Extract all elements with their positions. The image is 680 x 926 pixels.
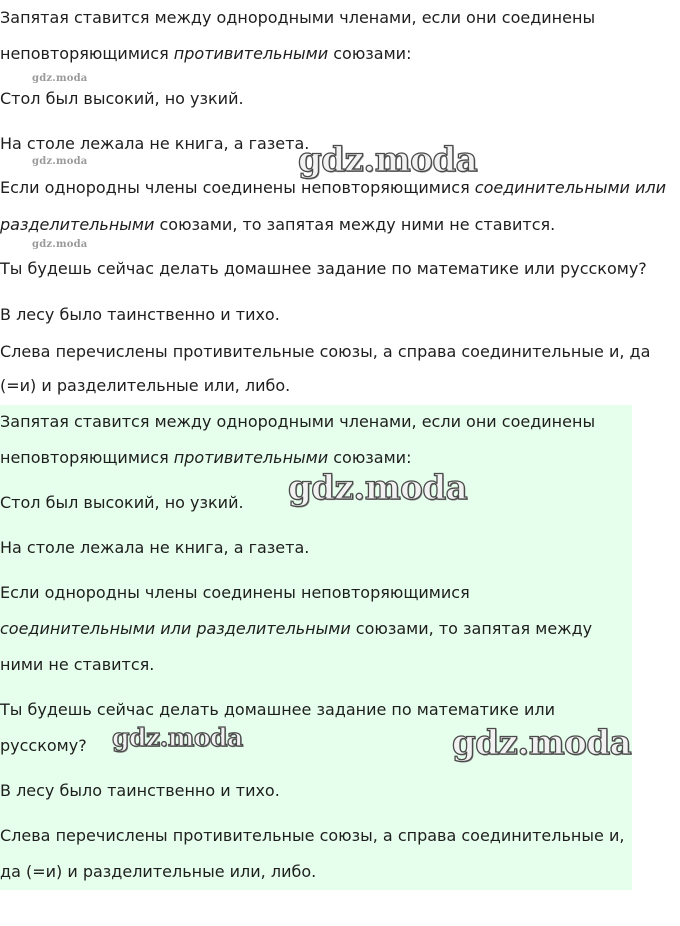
example-2: На столе лежала не книга, а газета. — [0, 538, 310, 557]
watermark-large: gdz.moda — [298, 140, 478, 180]
watermark-small: gdz.moda — [32, 156, 88, 167]
text: неповторяющимися — [0, 448, 174, 467]
watermark-large: gdz.moda — [452, 723, 632, 763]
watermark-large: gdz.moda — [288, 468, 468, 508]
note-line2: (=и) и разделительные или, либо. — [0, 376, 291, 395]
rule2-line1: Если однородны члены соединены неповторяющимися — [0, 583, 470, 602]
note-line2: да (=и) и разделительные или, либо. — [0, 862, 317, 881]
example-3-line2: русскому? — [0, 736, 87, 755]
watermark-small: gdz.moda — [32, 73, 88, 84]
text: союзами, то запятая между ними не ставится. — [154, 215, 556, 234]
emphasis: соединительными или — [474, 178, 667, 197]
example-3: Ты будешь сейчас делать домашнее задание по математике или русскому? — [0, 259, 647, 278]
example-2: На столе лежала не книга, а газета. — [0, 134, 310, 153]
text: союзами: — [328, 448, 412, 467]
emphasis: соединительными или разделительными — [0, 619, 351, 638]
emphasis: противительными — [173, 44, 329, 63]
example-1: Стол был высокий, но узкий. — [0, 89, 244, 108]
watermark-medium: gdz.moda — [112, 723, 243, 752]
rule2-line2 — [0, 207, 555, 243]
example-1: Стол был высокий, но узкий. — [0, 493, 244, 512]
example-4: В лесу было таинственно и тихо. — [0, 781, 280, 800]
watermark-small: gdz.moda — [32, 239, 88, 250]
rule2-line3: ними не ставится. — [0, 655, 155, 674]
rule1-line1: Запятая ставится между однородными членами, если они соединены — [0, 8, 596, 27]
emphasis: противительными — [173, 448, 329, 467]
note-line1: Слева перечислены противительные союзы, а справа соединительные и, — [0, 826, 625, 845]
emphasis: разделительными — [0, 215, 155, 234]
rule1-line1: Запятая ставится между однородными членами, если они соединены — [0, 412, 596, 431]
example-3-line1: Ты будешь сейчас делать домашнее задание по математике или — [0, 700, 555, 719]
rule2-line1 — [0, 170, 666, 206]
text: неповторяющимися — [0, 44, 174, 63]
example-4: В лесу было таинственно и тихо. — [0, 305, 280, 324]
text: Если однородны члены соединены неповторяющимися — [0, 178, 475, 197]
rule2-line2 — [0, 611, 592, 647]
rule1-line2 — [0, 36, 411, 72]
note-line1: Слева перечислены противительные союзы, а справа соединительные и, да — [0, 342, 651, 361]
text: союзами, то запятая между — [350, 619, 593, 638]
text: союзами: — [328, 44, 412, 63]
